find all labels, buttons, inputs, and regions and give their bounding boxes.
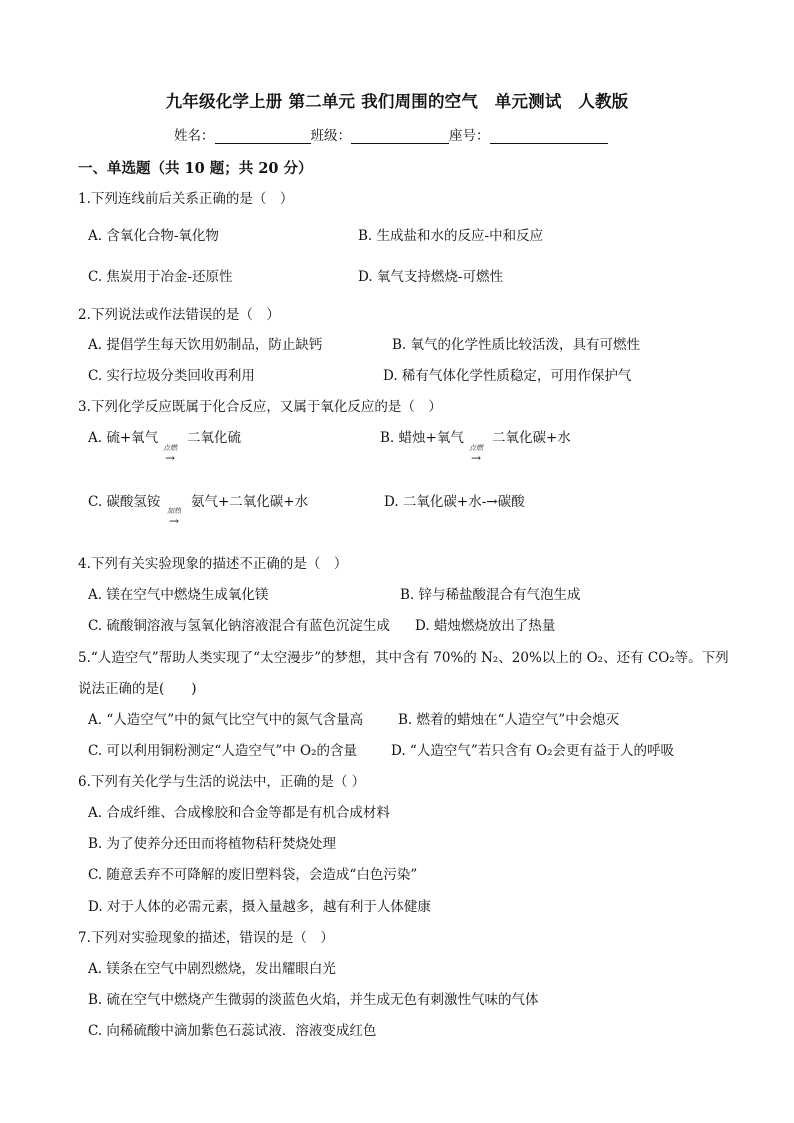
question-3-option-a[interactable] (88, 426, 158, 446)
section-heading: 一、单选题（共 10 题；共 20 分） (78, 160, 313, 177)
question-5-option-a[interactable]: A. “人造空气”中的氮气比空气中的氮气含量高 (88, 712, 364, 728)
name-label: 姓名： (174, 128, 215, 144)
question-1-stem: 1.下列连线前后关系正确的是（ ） (78, 191, 294, 207)
question-2-stem: 2.下列说法或作法错误的是（ ） (78, 307, 280, 323)
question-4-option-a[interactable]: A. 镁在空气中燃烧生成氧化镁 (88, 587, 269, 603)
arrow-icon: → (168, 514, 180, 528)
class-blank[interactable] (351, 128, 449, 144)
question-1-option-a[interactable]: A. 含氧化合物-氧化物 (88, 228, 219, 244)
question-4-option-c[interactable]: C. 硫酸铜溶液与氢氧化钠溶液混合有蓝色沉淀生成 (88, 618, 390, 634)
question-2-option-b[interactable]: B. 氧气的化学性质比较活泼，具有可燃性 (392, 337, 641, 353)
question-2-option-c[interactable]: C. 实行垃圾分类回收再利用 (88, 368, 255, 384)
question-3-option-b[interactable] (380, 426, 464, 446)
question-5-stem-line-1: 5.“人造空气”帮助人类实现了“太空漫步”的梦想，其中含有 70%的 N₂、20%以上的 O₂、还有 CO₂等。下列 (78, 650, 729, 666)
reactants: A. 硫+氧气 (88, 430, 159, 446)
reaction-condition: 点燃 (469, 444, 483, 452)
class-label: 班级： (310, 128, 351, 144)
question-1-option-d[interactable]: D. 氧气支持燃烧-可燃性 (358, 269, 503, 285)
question-3-stem: 3.下列化学反应既属于化合反应，又属于氧化反应的是（ ） (78, 399, 442, 415)
question-3-option-c[interactable] (88, 490, 160, 510)
question-2-option-d[interactable]: D. 稀有气体化学性质稳定，可用作保护气 (383, 368, 632, 384)
reaction-arrow (162, 507, 186, 526)
question-5-option-d[interactable]: D. “人造空气”若只含有 O₂会更有益于人的呼吸 (391, 743, 674, 759)
question-6-option-a[interactable]: A. 合成纤维、合成橡胶和合金等都是有机合成材料 (88, 805, 390, 821)
seat-blank[interactable] (490, 128, 608, 144)
question-2-option-a[interactable]: A. 提倡学生每天饮用奶制品，防止缺钙 (88, 337, 323, 353)
question-5-option-c[interactable]: C. 可以利用铜粉测定“人造空气”中 O₂的含量 (88, 743, 358, 759)
arrow-icon: → (470, 451, 482, 465)
question-4-stem: 4.下列有关实验现象的描述不正确的是（ ） (78, 556, 348, 572)
question-1-option-c[interactable]: C. 焦炭用于冶金-还原性 (88, 269, 233, 285)
seat-label: 座号： (449, 128, 490, 144)
page-title: 九年级化学上册 第二单元 我们周围的空气 单元测试 人教版 (165, 92, 629, 111)
question-7-option-b[interactable]: B. 硫在空气中燃烧产生微弱的淡蓝色火焰，并生成无色有刺激性气味的气体 (88, 992, 539, 1008)
question-7-stem: 7.下列对实验现象的描述，错误的是（ ） (78, 930, 334, 946)
products: 氨气+二氧化碳+水 (191, 494, 309, 510)
question-1-option-b[interactable]: B. 生成盐和水的反应-中和反应 (358, 228, 544, 244)
question-4-option-d[interactable]: D. 蜡烛燃烧放出了热量 (415, 618, 556, 634)
reaction-condition: 加热 (167, 507, 181, 515)
question-6-stem: 6.下列有关化学与生活的说法中，正确的是（ ） (78, 774, 366, 790)
name-blank[interactable] (215, 128, 311, 144)
reactants: C. 碳酸氢铵 (88, 494, 161, 510)
reaction-arrow (158, 444, 182, 463)
arrow-icon: → (164, 451, 176, 465)
products: 二氧化碳+水 (492, 430, 571, 446)
question-6-option-d[interactable]: D. 对于人体的必需元素，摄入量越多，越有利于人体健康 (88, 899, 431, 915)
question-6-option-b[interactable]: B. 为了使养分还田而将植物秸秆焚烧处理 (88, 836, 337, 852)
question-7-option-c[interactable]: C. 向稀硫酸中滴加紫色石蕊试液．溶液变成红色 (88, 1023, 377, 1039)
question-7-option-a[interactable]: A. 镁条在空气中剧烈燃烧，发出耀眼白光 (88, 961, 336, 977)
reaction-arrow (464, 444, 488, 463)
reactants: B. 蜡烛+氧气 (380, 430, 464, 446)
student-info-line (174, 124, 608, 144)
products: 二氧化硫 (187, 430, 241, 446)
question-5-stem-line-2: 说法正确的是( ) (78, 681, 197, 697)
question-5-option-b[interactable]: B. 燃着的蜡烛在“人造空气”中会熄灭 (398, 712, 620, 728)
question-4-option-b[interactable]: B. 锌与稀盐酸混合有气泡生成 (400, 587, 581, 603)
reaction-condition: 点燃 (163, 444, 177, 452)
question-3-option-d[interactable]: D. 二氧化碳+水-→碳酸 (384, 494, 525, 510)
question-6-option-c[interactable]: C. 随意丢弃不可降解的废旧塑料袋，会造成“白色污染” (88, 867, 418, 883)
